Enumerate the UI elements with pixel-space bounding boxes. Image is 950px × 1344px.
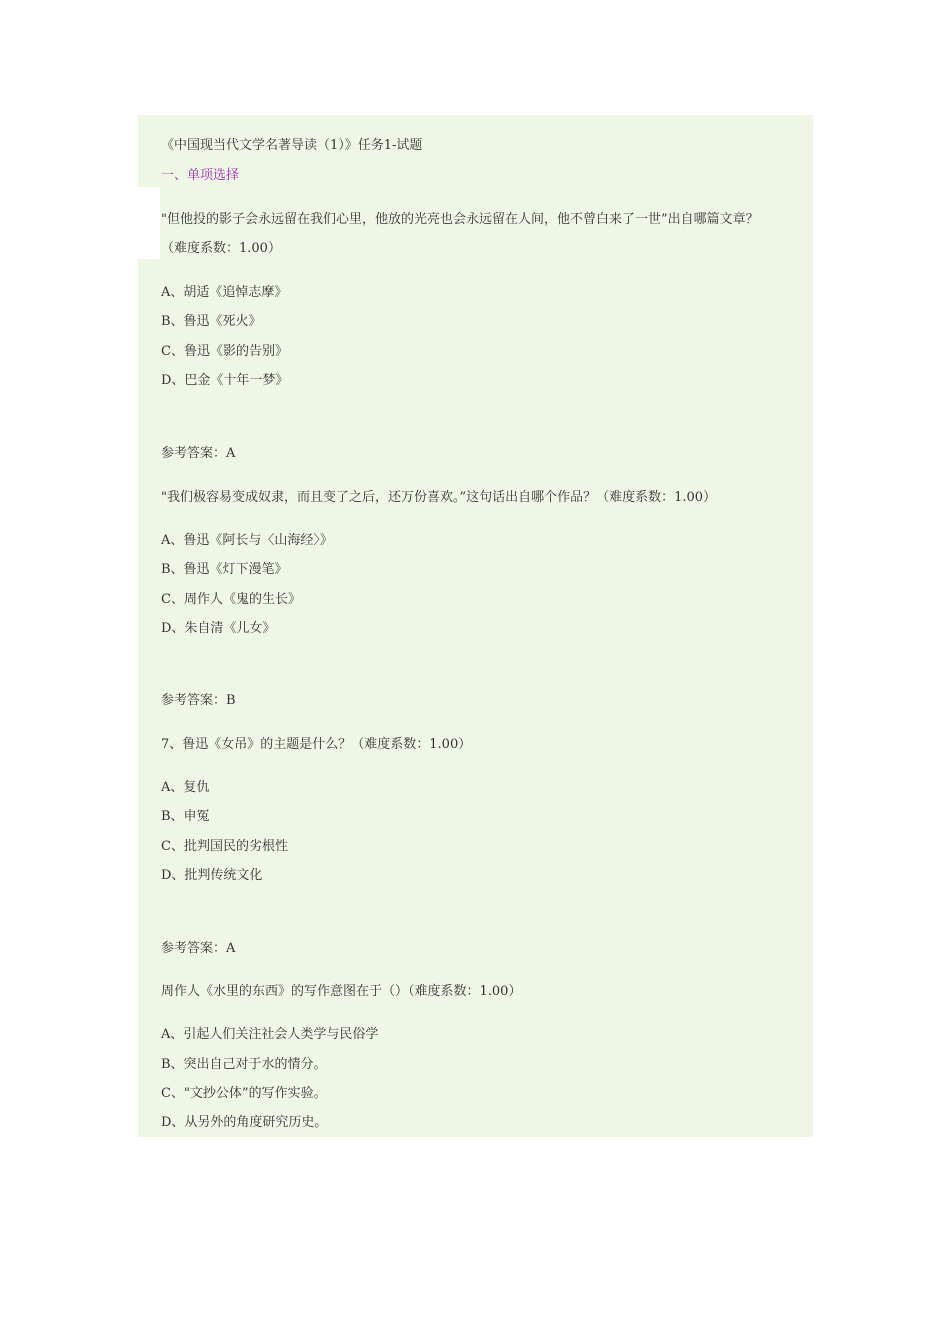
section-heading: 一、单项选择 [161,168,240,183]
question-1-option-d: D、巴金《十年一梦》 [161,373,289,388]
question-3-option-b: B、申冤 [161,809,210,824]
question-1-option-c: C、鲁迅《影的告别》 [161,344,288,359]
page-notch [138,187,160,259]
question-1-answer: 参考答案：A [161,446,236,461]
question-4-text: 周作人《水里的东西》的写作意图在于（）（难度系数：1.00） [161,984,522,999]
question-3-option-c: C、批判国民的劣根性 [161,839,288,854]
question-3-option-a: A、复仇 [161,780,210,795]
question-1-option-a: A、胡适《追悼志摩》 [161,285,288,300]
question-1-option-b: B、鲁迅《死火》 [161,314,262,329]
question-1-text: "但他投的影子会永远留在我们心里，他放的光亮也会永远留在人间，他不曾白来了一世”出自哪篇文章？ [161,212,759,227]
question-4-option-d: D、从另外的角度研究历史。 [161,1115,328,1130]
question-1-difficulty: （难度系数：1.00） [161,241,281,256]
question-3-option-d: D、批判传统文化 [161,868,263,883]
question-3-text: 7、鲁迅《女吊》的主题是什么？（难度系数：1.00） [161,737,472,752]
question-2-answer: 参考答案：B [161,693,236,708]
question-2-option-b: B、鲁迅《灯下漫笔》 [161,562,288,577]
question-4-option-b: B、突出自己对于水的情分。 [161,1057,327,1072]
question-4-option-a: A、引起人们关注社会人类学与民俗学 [161,1027,379,1042]
question-2-option-c: C、周作人《鬼的生长》 [161,592,301,607]
question-2-option-a: A、鲁迅《阿长与〈山海经〉》 [161,533,333,548]
question-4-option-c: C、"文抄公体”的写作实验。 [161,1086,327,1101]
document-page [138,115,813,1137]
question-2-text: "我们极容易变成奴隶，而且变了之后，还万份喜欢。”这句话出自哪个作品？（难度系数：1.00） [161,490,717,505]
question-3-answer: 参考答案：A [161,941,236,956]
question-2-option-d: D、朱自清《儿女》 [161,621,276,636]
document-title: 《中国现当代文学名著导读（1）》任务1-试题 [161,138,423,153]
